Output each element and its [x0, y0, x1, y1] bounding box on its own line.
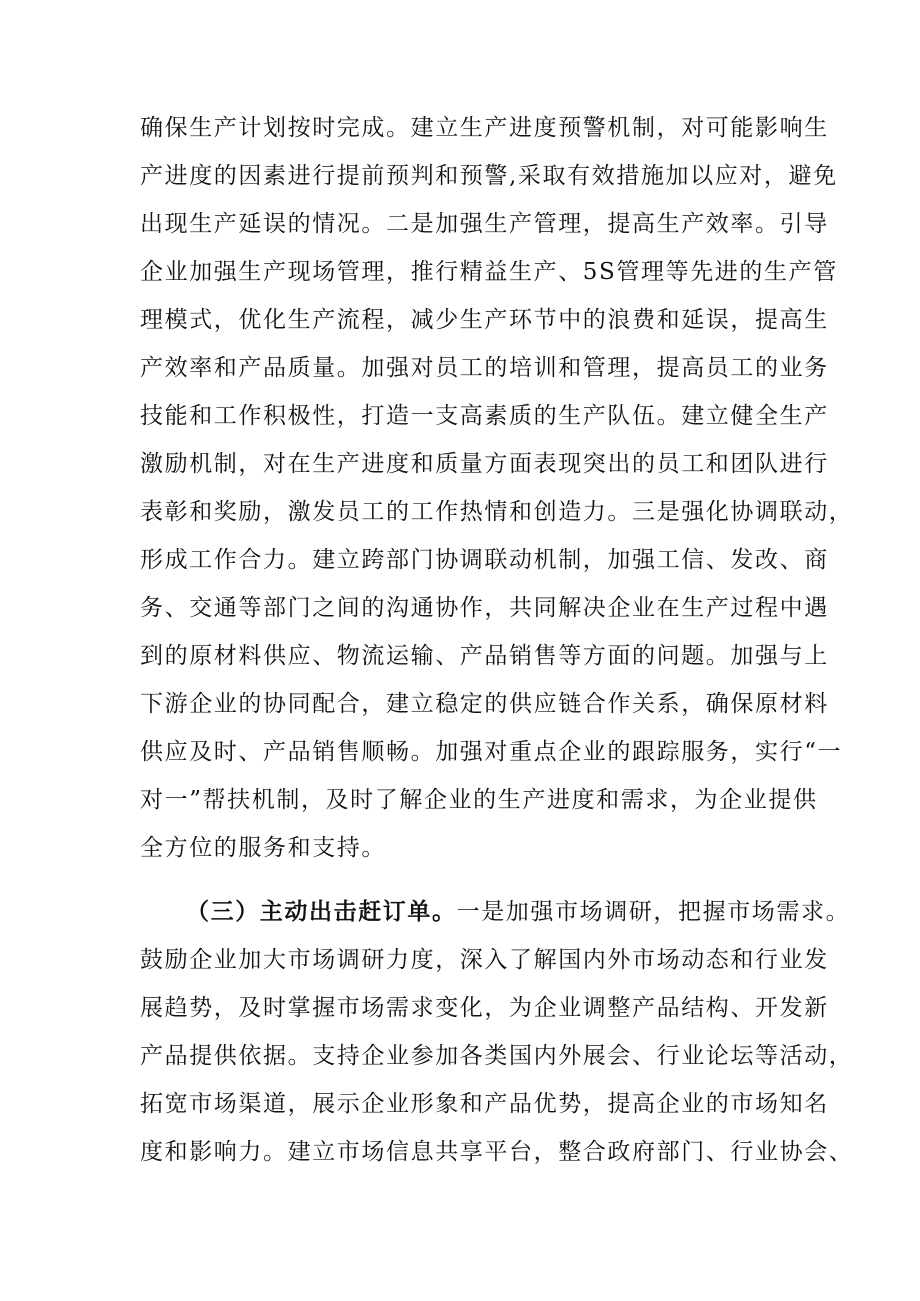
section-heading-rest: 一是加强市场调研，把握市场需求。: [456, 899, 851, 925]
paragraph-line: 全方位的服务和支持。: [140, 835, 386, 861]
paragraph-line: 出现生产延误的情况。二是加强生产管理，提高生产效率。引导: [140, 211, 829, 237]
paragraph-line: 下游企业的协同配合，建立稳定的供应链合作关系，确保原材料: [140, 691, 829, 717]
paragraph-line: 度和影响力。建立市场信息共享平台，整合政府部门、行业协会、: [140, 1139, 854, 1165]
paragraph-line: 产品提供依据。支持企业参加各类国内外展会、行业论坛等活动，: [140, 1043, 854, 1069]
paragraph-line: 形成工作合力。建立跨部门协调联动机制，加强工信、发改、商: [140, 547, 829, 573]
paragraph-line: 务、交通等部门之间的沟通协作，共同解决企业在生产过程中遇: [140, 595, 829, 621]
paragraph-line: 产进度的因素进行提前预判和预警,采取有效措施加以应对，避免: [140, 163, 838, 189]
section-heading: （三）主动出击赶订单。: [186, 898, 457, 925]
paragraph-line: 技能和工作积极性，打造一支高素质的生产队伍。建立健全生产: [140, 403, 829, 429]
paragraph-line: 展趋势，及时掌握市场需求变化，为企业调整产品结构、开发新: [140, 995, 829, 1021]
paragraph-line: 理模式，优化生产流程，减少生产环节中的浪费和延误，提高生: [140, 307, 829, 333]
paragraph-line: 到的原材料供应、物流运输、产品销售等方面的问题。加强与上: [140, 643, 829, 669]
paragraph-line: 激励机制，对在生产进度和质量方面表现突出的员工和团队进行: [140, 451, 829, 477]
section-heading-line: [186, 890, 851, 934]
paragraph-line: 表彰和奖励，激发员工的工作热情和创造力。三是强化协调联动，: [140, 499, 854, 525]
paragraph-line: 企业加强生产现场管理，推行精益生产、5S管理等先进的生产管: [140, 259, 838, 285]
paragraph-line: 供应及时、产品销售顺畅。加强对重点企业的跟踪服务，实行“一: [140, 739, 843, 765]
paragraph-line: 产效率和产品质量。加强对员工的培训和管理，提高员工的业务: [140, 355, 829, 381]
paragraph-line: 鼓励企业加大市场调研力度，深入了解国内外市场动态和行业发: [140, 947, 829, 973]
paragraph-line: 对一”帮扶机制，及时了解企业的生产进度和需求，为企业提供: [140, 787, 818, 813]
paragraph-line: 拓宽市场渠道，展示企业形象和产品优势，提高企业的市场知名: [140, 1091, 829, 1117]
paragraph-line: 确保生产计划按时完成。建立生产进度预警机制，对可能影响生: [140, 115, 829, 141]
